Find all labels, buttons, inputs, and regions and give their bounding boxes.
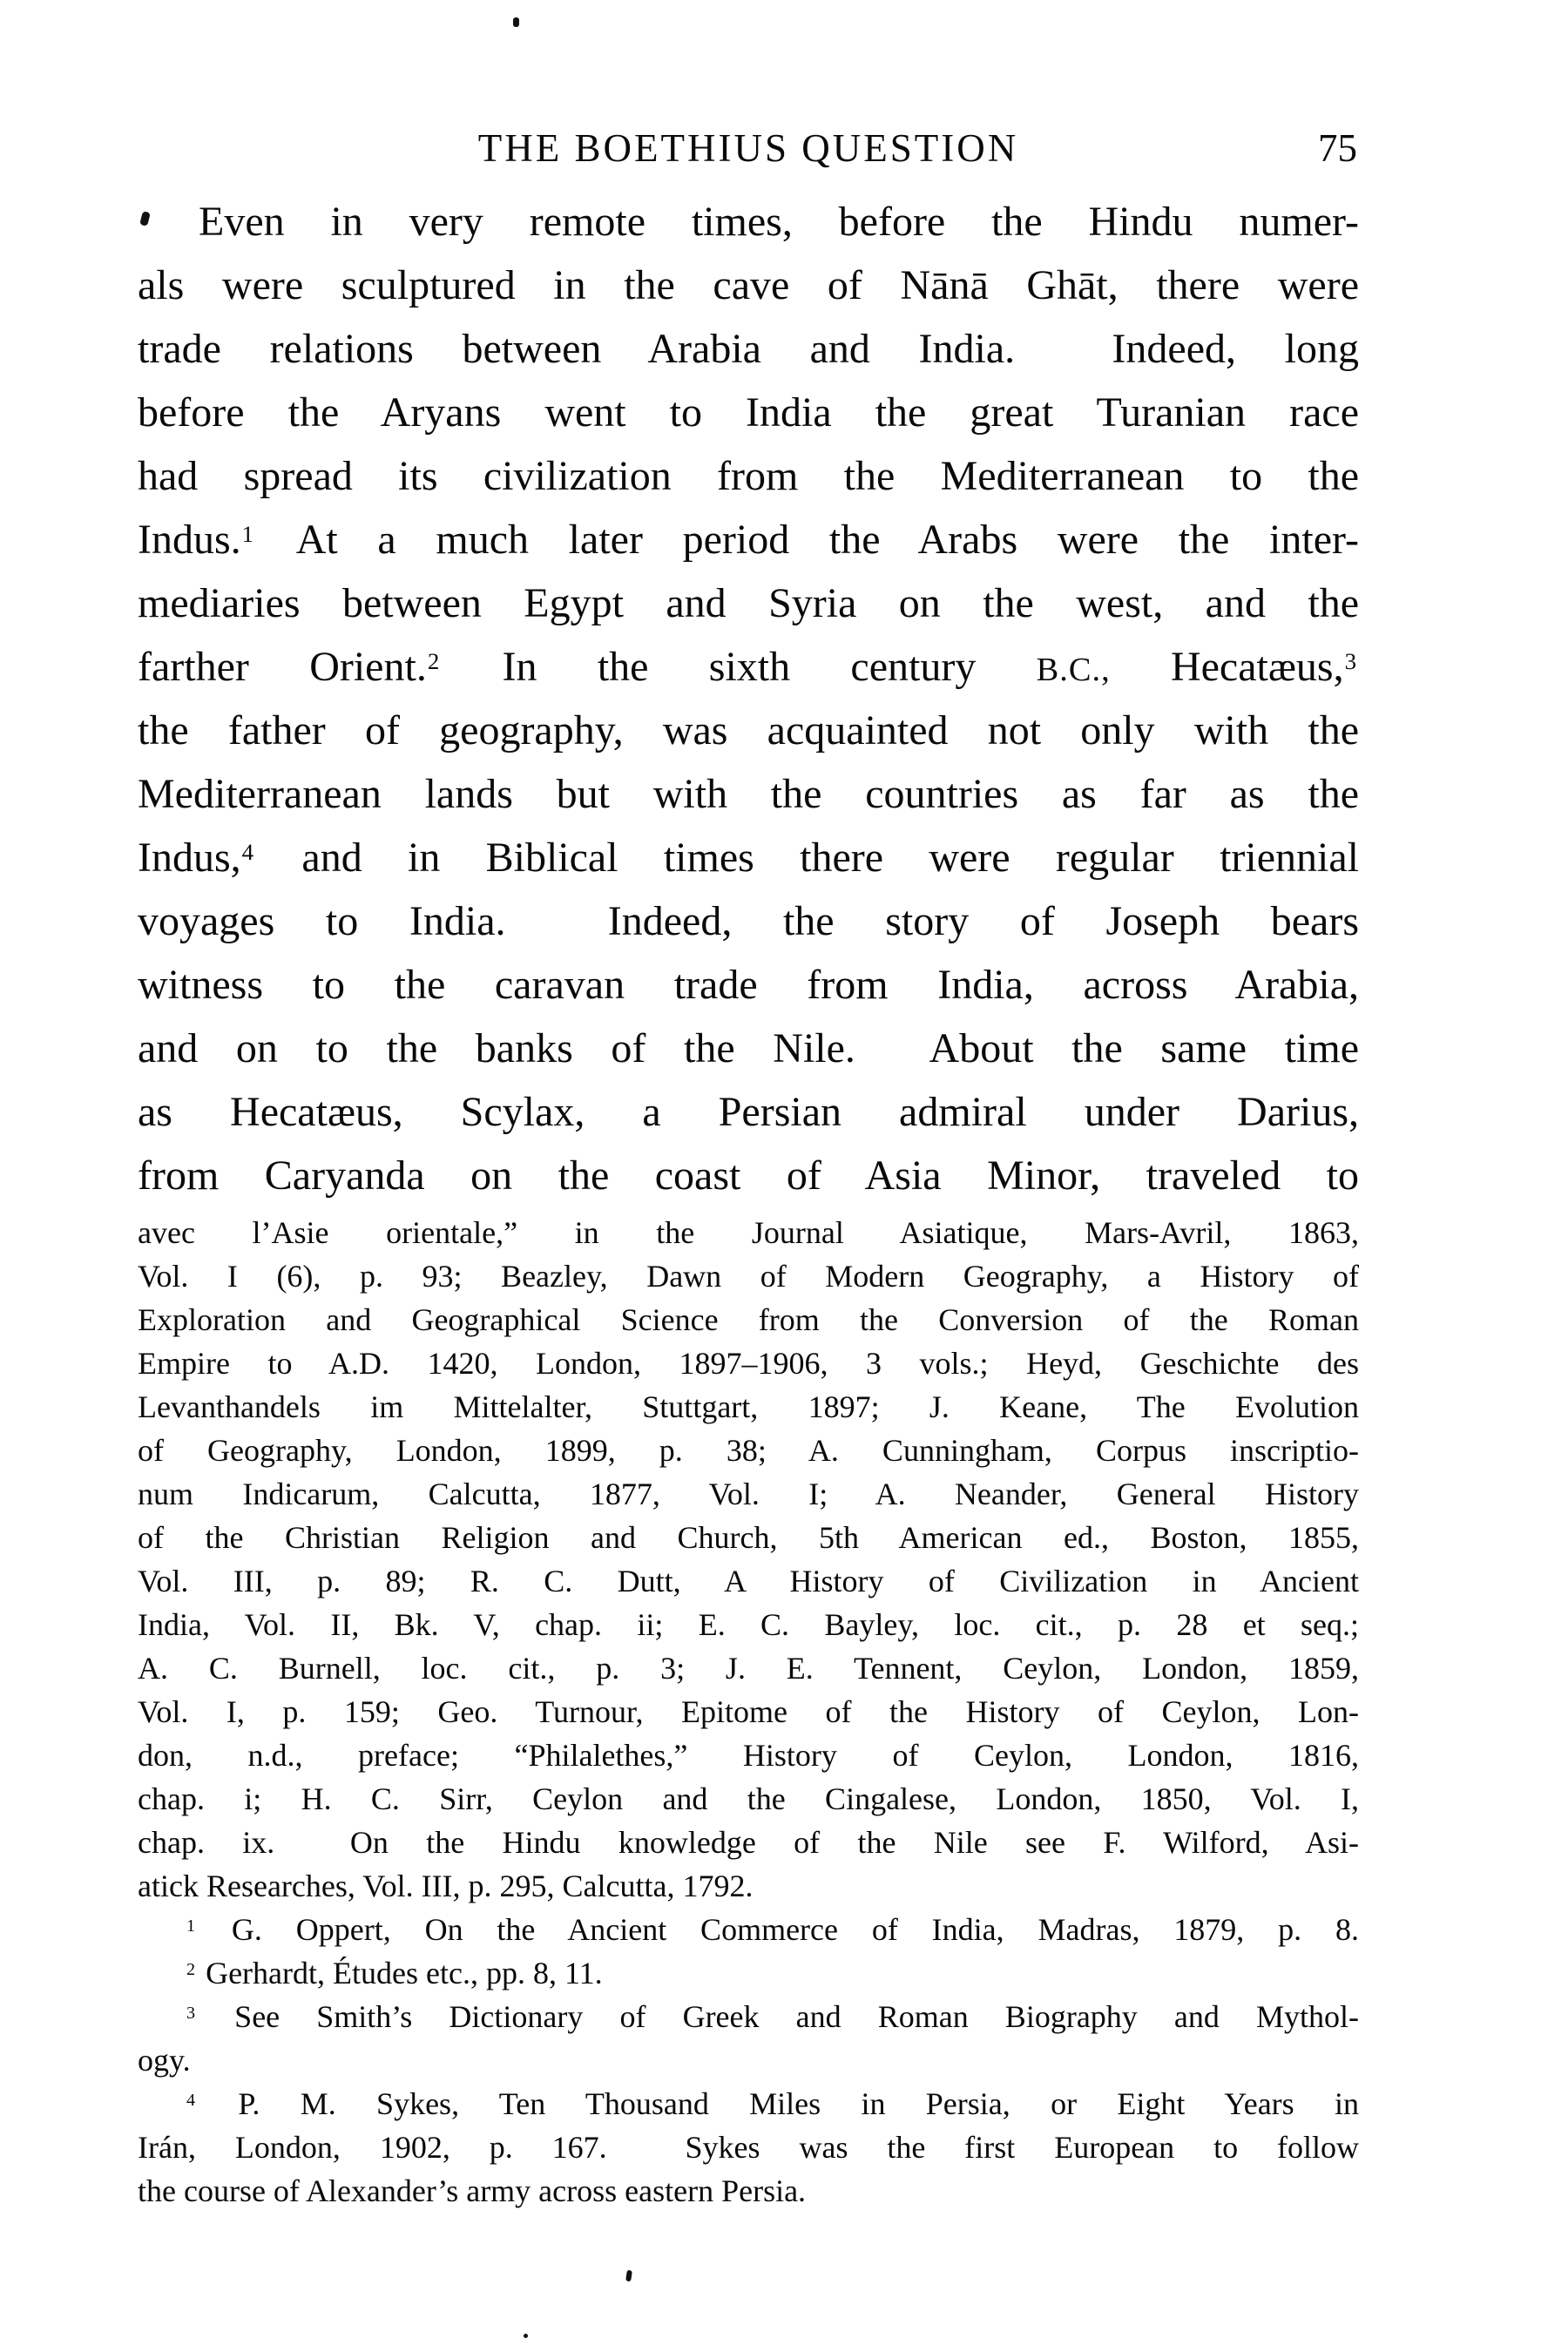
text-run: don, n.d., preface; “Philalethes,” xyxy=(138,1738,743,1773)
text-run: Irán xyxy=(138,2130,188,2165)
footnote-marker: 3 xyxy=(186,2003,196,2023)
text-run: voyages to India. Indeed, the story of Joseph bears xyxy=(138,898,1359,944)
footnote-line xyxy=(138,1254,1359,1298)
footnote-line xyxy=(138,1864,1359,1908)
text-run: farther Orient. xyxy=(138,644,427,690)
body-line xyxy=(138,253,1359,317)
text-run: G. Oppert, xyxy=(198,1912,425,1947)
text-run: A. C. Burnell, loc. cit., p. 3; J. E. Tennent, xyxy=(138,1651,1004,1686)
footnote-line xyxy=(138,1342,1359,1385)
body-line xyxy=(138,826,1359,889)
text-run: Vol. I, p. 159; Geo. Turnour, xyxy=(138,1694,682,1729)
text-run: Epitome of the History of Ceylon xyxy=(681,1694,1253,1729)
footnote-line xyxy=(138,1777,1359,1821)
body-line xyxy=(138,762,1359,826)
text-run: India xyxy=(138,1607,202,1642)
footnote-line xyxy=(138,1516,1359,1559)
text-run: of the Christian Religion and Church xyxy=(138,1520,770,1555)
text-run: In the sixth century xyxy=(442,644,1037,690)
text-run: Indus, xyxy=(138,835,241,881)
text-run: Ceylon and the Cingalese xyxy=(532,1781,950,1816)
footnote-marker: 4 xyxy=(241,838,254,865)
scan-speck xyxy=(524,2334,528,2338)
page-number: 75 xyxy=(1318,126,1357,170)
text-run: Mediterranean lands but with the countries as far as the xyxy=(138,771,1359,817)
text-run: , London, 1816, xyxy=(1064,1738,1359,1773)
text-run: On the Ancient Commerce of India xyxy=(424,1912,997,1947)
scan-speck xyxy=(625,2270,632,2282)
text-run: Vol. III, p. 89; R. C. Dutt, xyxy=(138,1564,725,1598)
text-run: Dictionary of Greek and Roman Biography and Mythol- xyxy=(449,1999,1359,2034)
footnote-line xyxy=(138,2038,1359,2082)
text-run: Empire to A.D. 1420 xyxy=(138,1346,490,1381)
footnotes-block xyxy=(138,1211,1359,2213)
text-run: A History of Civilization in Ancient xyxy=(724,1564,1359,1598)
footnote-marker: 1 xyxy=(186,1916,196,1936)
footnote-line xyxy=(138,1559,1359,1603)
body-line xyxy=(138,1017,1359,1080)
text-run: General History xyxy=(1116,1477,1359,1511)
footnote-line xyxy=(138,2082,1359,2126)
text-run: , London, 1859, xyxy=(1093,1651,1359,1686)
footnote-line xyxy=(138,1821,1359,1864)
footnote-line xyxy=(138,1908,1359,1951)
page-header xyxy=(138,124,1359,176)
text-run: , Madras, 1879, p. 8. xyxy=(996,1912,1359,1947)
footnote-line xyxy=(138,1211,1359,1254)
text-run: als were sculptured in the cave of Nānā Ghāt, there were xyxy=(138,262,1359,308)
text-run: , 5th American ed., Boston, 1855, xyxy=(769,1520,1359,1555)
text-run: Even in very remote times, before the Hindu numer- xyxy=(199,199,1359,245)
text-run: num Indicarum xyxy=(138,1477,372,1511)
text-run: mediaries between Egypt and Syria on the west, and the xyxy=(138,580,1359,626)
footnote-marker: 2 xyxy=(427,647,440,674)
text-run: as Hecatæus, Scylax, a Persian admiral under Darius, xyxy=(138,1089,1359,1135)
running-head-title: THE BOETHIUS QUESTION xyxy=(477,126,1019,170)
text-run: , Lon- xyxy=(1252,1694,1359,1729)
text-run: trade relations between Arabia and India. Indeed, long xyxy=(138,326,1359,372)
text-run: The Evolution xyxy=(1136,1389,1359,1424)
body-line xyxy=(138,444,1359,508)
body-line xyxy=(138,381,1359,444)
text-run: Études xyxy=(333,1956,418,1990)
text-run: , London, 1850, Vol. I, xyxy=(949,1781,1360,1816)
text-run: Asi- xyxy=(1305,1825,1359,1860)
body-text xyxy=(138,190,1359,1207)
footnote-marker: 4 xyxy=(186,2090,196,2110)
text-run: Dawn of Modern Geography, a History of xyxy=(646,1259,1359,1294)
text-run: Vol. I (6), p. 93; Beazley, xyxy=(138,1259,647,1294)
footnote-line xyxy=(138,1472,1359,1516)
text-run: from Caryanda on the coast of Asia Minor, traveled to xyxy=(138,1152,1359,1199)
text-run: , Calcutta, 1877, Vol. I; A. Neander, xyxy=(371,1477,1117,1511)
text-run: , Vol. II, Bk. V, chap. ii; E. C. Bayley, loc. cit., p. 28 et seq.; xyxy=(201,1607,1359,1642)
body-line xyxy=(138,571,1359,635)
body-line xyxy=(138,953,1359,1017)
text-run: , London, 1902, p. 167. Sykes was the first European to follow xyxy=(187,2130,1359,2165)
text-run: See Smith’s xyxy=(198,1999,449,2034)
text-run: . xyxy=(182,2043,191,2078)
footnote-line xyxy=(138,1734,1359,1777)
text-run: avec l’Asie orientale,” in the xyxy=(138,1215,752,1250)
text-run: P. M. Sykes, xyxy=(198,2086,499,2121)
text-run: and on to the banks of the Nile. About the same time xyxy=(138,1025,1359,1071)
footnote-line xyxy=(138,1995,1359,2038)
text-run: Indus. xyxy=(138,517,241,563)
text-run: the father of geography, was acquainted not only with the xyxy=(138,707,1359,754)
text-run: B.C., xyxy=(1036,652,1111,688)
text-run: had spread its civilization from the Mediterranean to the xyxy=(138,453,1359,499)
text-run: the course of Alexander’s army across eastern Persia. xyxy=(138,2173,807,2208)
footnote-line xyxy=(138,1429,1359,1472)
text-run: Gerhardt, xyxy=(198,1956,334,1990)
text-run: Journal Asiatique xyxy=(751,1215,1020,1250)
footnote-marker: 3 xyxy=(1344,647,1357,674)
body-line xyxy=(138,1080,1359,1144)
text-run: before the Aryans went to India the great Turanian race xyxy=(138,389,1359,436)
body-line xyxy=(138,317,1359,381)
text-run: and in Biblical times there were regular triennial xyxy=(256,835,1359,881)
text-run: chap. i; H. C. Sirr, xyxy=(138,1781,533,1816)
footnote-line xyxy=(138,1690,1359,1734)
text-run: Corpus inscriptio- xyxy=(1095,1433,1359,1468)
footnote-marker: 2 xyxy=(186,1959,196,1979)
body-line xyxy=(138,1144,1359,1207)
footnote-line xyxy=(138,1385,1359,1429)
text-run: , London, 1897–1906, 3 vols.; Heyd, xyxy=(490,1346,1140,1381)
body-line xyxy=(138,190,1359,253)
footnote-line xyxy=(138,1603,1359,1646)
footnote-marker: 1 xyxy=(241,520,254,547)
text-run: , London, 1899, p. 38; A. Cunningham, xyxy=(344,1433,1096,1468)
text-run: of Geography xyxy=(138,1433,345,1468)
scan-speck xyxy=(513,17,519,27)
text-run: History of Ceylon xyxy=(742,1738,1064,1773)
text-run: Levanthandels im Mittelalter xyxy=(138,1389,585,1424)
text-run: chap. ix. On the Hindu knowledge of the Nile see F. Wilford, xyxy=(138,1825,1305,1860)
text-run: etc., pp. 8, 11. xyxy=(418,1956,603,1990)
text-run: Ten Thousand Miles in Persia, or Eight Years in xyxy=(498,2086,1359,2121)
text-run: Hecatæus, xyxy=(1110,644,1344,690)
text-run: , Vol. III, p. 295, Calcutta, 1792. xyxy=(347,1869,754,1903)
footnote-line xyxy=(138,1646,1359,1690)
text-run: atick Researches xyxy=(138,1869,348,1903)
footnote-line xyxy=(138,2169,1359,2213)
body-line xyxy=(138,889,1359,953)
body-line xyxy=(138,635,1359,699)
text-run: At a much later period the Arabs were the inter- xyxy=(256,517,1359,563)
text-run: ogy xyxy=(138,2043,183,2078)
footnote-line xyxy=(138,2126,1359,2169)
text-run: Exploration and Geographical Science from the Conversion of the Roman xyxy=(138,1302,1359,1337)
text-run: , Stuttgart, 1897; J. Keane, xyxy=(585,1389,1137,1424)
text-run: Geschichte des xyxy=(1139,1346,1359,1381)
body-line xyxy=(138,508,1359,571)
text-run: witness to the caravan trade from India, across Arabia, xyxy=(138,962,1359,1008)
text-run: Ceylon xyxy=(1003,1651,1094,1686)
body-line xyxy=(138,699,1359,762)
text-run: , Mars-Avril, 1863, xyxy=(1019,1215,1359,1250)
footnote-line xyxy=(138,1951,1359,1995)
footnote-line xyxy=(138,1298,1359,1342)
